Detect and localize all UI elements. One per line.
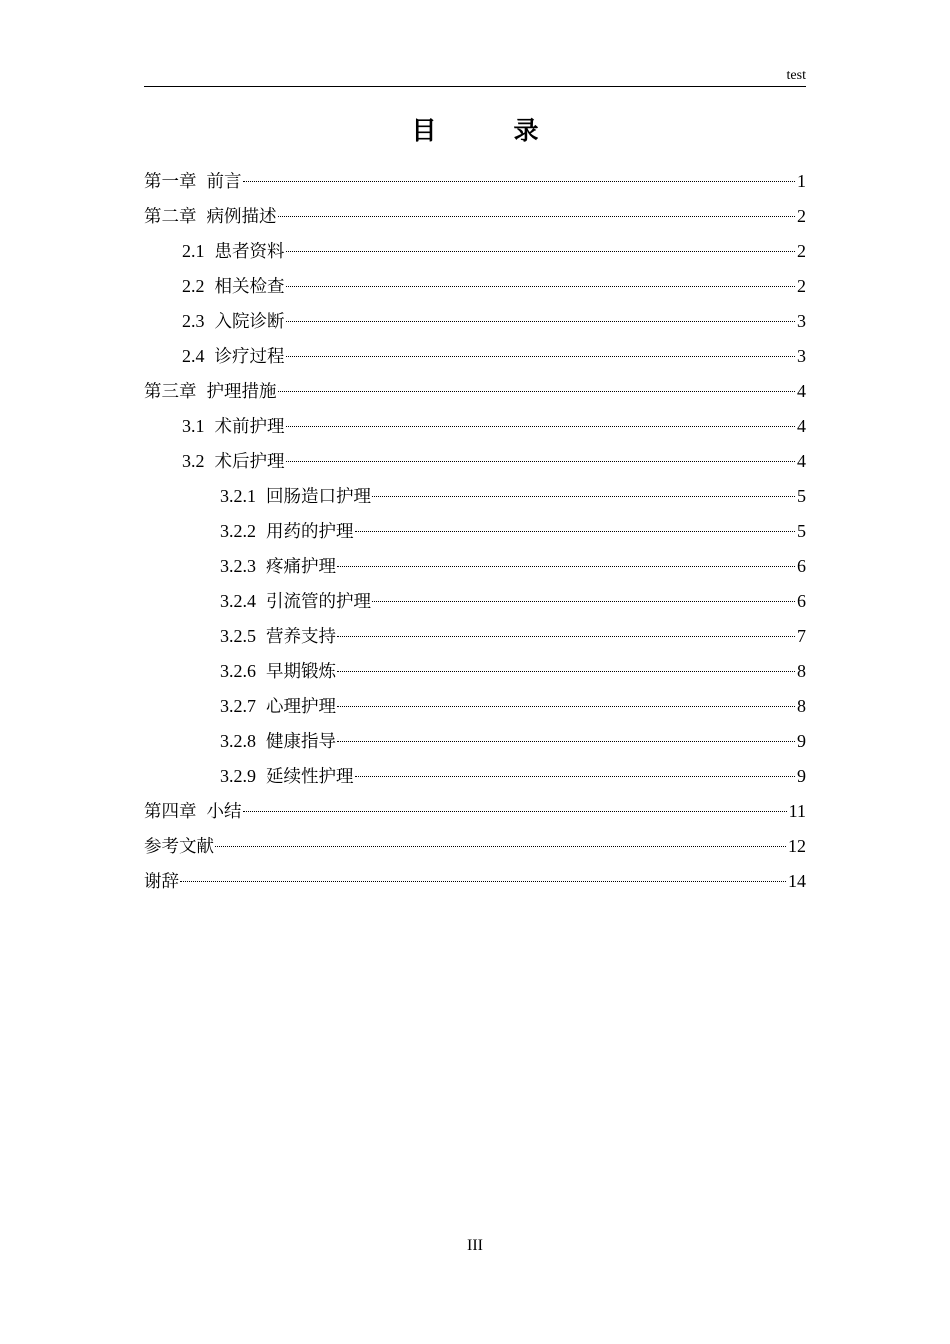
toc-entry-page: 9 xyxy=(797,766,806,786)
toc-entry-number: 2.1 xyxy=(182,241,205,261)
toc-entry-title: 护理措施 xyxy=(206,382,277,402)
toc-entry-page: 2 xyxy=(797,206,806,226)
toc-dot-leader xyxy=(372,601,795,602)
toc-entry-title: 早期锻炼 xyxy=(266,662,336,682)
toc-dot-leader xyxy=(286,286,796,287)
toc-entry-page: 1 xyxy=(797,171,806,191)
table-of-contents xyxy=(144,164,806,899)
toc-entry[interactable] xyxy=(144,829,806,864)
toc-entry-number: 第四章 xyxy=(144,802,197,822)
toc-entry-title: 谢辞 xyxy=(144,872,179,892)
toc-dot-leader xyxy=(355,776,796,777)
toc-dot-leader xyxy=(180,881,786,882)
toc-dot-leader xyxy=(278,216,796,217)
toc-entry-page: 7 xyxy=(797,626,806,646)
toc-dot-leader xyxy=(286,321,796,322)
toc-dot-leader xyxy=(278,391,796,392)
toc-entry[interactable] xyxy=(144,619,806,654)
toc-entry-page: 2 xyxy=(797,276,806,296)
toc-entry-page: 3 xyxy=(797,311,806,331)
toc-entry-number: 3.2.9 xyxy=(220,766,256,786)
toc-entry[interactable] xyxy=(144,164,806,199)
toc-entry-number: 第二章 xyxy=(144,207,197,227)
toc-entry-title: 疼痛护理 xyxy=(266,557,336,577)
running-header: test xyxy=(786,68,806,83)
toc-entry-number: 第三章 xyxy=(144,382,197,402)
toc-entry-title: 延续性护理 xyxy=(266,767,354,787)
toc-entry-title: 术前护理 xyxy=(214,417,285,437)
toc-entry[interactable] xyxy=(144,269,806,304)
toc-entry-page: 2 xyxy=(797,241,806,261)
toc-entry[interactable] xyxy=(144,304,806,339)
toc-entry-page: 9 xyxy=(797,731,806,751)
toc-entry-title: 健康指导 xyxy=(266,732,336,752)
toc-entry-page: 11 xyxy=(788,801,806,821)
toc-entry-title: 小结 xyxy=(206,802,242,822)
toc-entry[interactable] xyxy=(144,409,806,444)
toc-entry-page: 4 xyxy=(797,381,806,401)
toc-entry[interactable] xyxy=(144,514,806,549)
toc-entry[interactable] xyxy=(144,339,806,374)
toc-entry-page: 12 xyxy=(788,836,806,856)
toc-entry[interactable] xyxy=(144,199,806,234)
toc-dot-leader xyxy=(337,566,795,567)
toc-entry-number: 3.2.2 xyxy=(220,521,256,541)
toc-entry[interactable] xyxy=(144,549,806,584)
toc-dot-leader xyxy=(337,671,795,672)
toc-entry-title: 参考文献 xyxy=(144,837,214,857)
toc-dot-leader xyxy=(337,706,795,707)
toc-entry-page: 3 xyxy=(797,346,806,366)
toc-entry-title: 营养支持 xyxy=(266,627,336,647)
toc-dot-leader xyxy=(243,181,796,182)
toc-entry-number: 3.2.7 xyxy=(220,696,256,716)
toc-entry-title: 前言 xyxy=(206,172,242,192)
toc-entry-page: 8 xyxy=(797,696,806,716)
toc-dot-leader xyxy=(337,636,795,637)
toc-entry-number: 第一章 xyxy=(144,172,197,192)
toc-entry[interactable] xyxy=(144,724,806,759)
toc-entry-title: 心理护理 xyxy=(266,697,336,717)
toc-entry-number: 3.2 xyxy=(182,451,205,471)
toc-entry-number: 3.2.3 xyxy=(220,556,256,576)
footer-page-number: III xyxy=(467,1237,483,1254)
toc-dot-leader xyxy=(286,426,796,427)
toc-entry-title: 诊疗过程 xyxy=(214,347,285,367)
toc-entry-page: 14 xyxy=(788,871,806,891)
toc-entry-page: 4 xyxy=(797,416,806,436)
toc-entry-page: 5 xyxy=(797,486,806,506)
toc-entry-title: 回肠造口护理 xyxy=(266,487,371,507)
toc-entry-number: 2.2 xyxy=(182,276,205,296)
toc-entry-number: 3.2.1 xyxy=(220,486,256,506)
toc-entry[interactable] xyxy=(144,234,806,269)
header-rule xyxy=(144,86,806,87)
toc-entry[interactable] xyxy=(144,654,806,689)
toc-entry-title: 相关检查 xyxy=(214,277,285,297)
toc-entry-number: 3.2.4 xyxy=(220,591,256,611)
toc-entry-page: 6 xyxy=(797,556,806,576)
toc-entry[interactable] xyxy=(144,759,806,794)
toc-dot-leader xyxy=(286,251,796,252)
toc-entry-number: 3.2.8 xyxy=(220,731,256,751)
toc-entry[interactable] xyxy=(144,374,806,409)
toc-dot-leader xyxy=(355,531,796,532)
toc-entry-number: 3.1 xyxy=(182,416,205,436)
toc-entry-page: 4 xyxy=(797,451,806,471)
toc-dot-leader xyxy=(337,741,795,742)
toc-dot-leader xyxy=(286,461,796,462)
toc-entry[interactable] xyxy=(144,444,806,479)
toc-entry-number: 2.4 xyxy=(182,346,205,366)
toc-entry[interactable] xyxy=(144,864,806,899)
toc-entry-page: 6 xyxy=(797,591,806,611)
toc-entry[interactable] xyxy=(144,584,806,619)
toc-entry[interactable] xyxy=(144,689,806,724)
toc-dot-leader xyxy=(243,811,787,812)
toc-entry-number: 3.2.5 xyxy=(220,626,256,646)
toc-entry-title: 引流管的护理 xyxy=(266,592,371,612)
toc-dot-leader xyxy=(286,356,796,357)
toc-title: 目 录 xyxy=(411,116,565,145)
toc-dot-leader xyxy=(215,846,786,847)
toc-entry[interactable] xyxy=(144,794,806,829)
toc-entry[interactable] xyxy=(144,479,806,514)
toc-entry-page: 5 xyxy=(797,521,806,541)
toc-entry-title: 用药的护理 xyxy=(266,522,354,542)
toc-entry-title: 病例描述 xyxy=(206,207,277,227)
toc-entry-title: 术后护理 xyxy=(214,452,285,472)
toc-entry-title: 患者资料 xyxy=(214,242,285,262)
toc-entry-number: 2.3 xyxy=(182,311,205,331)
toc-entry-page: 8 xyxy=(797,661,806,681)
toc-entry-title: 入院诊断 xyxy=(214,312,285,332)
toc-entry-number: 3.2.6 xyxy=(220,661,256,681)
toc-dot-leader xyxy=(372,496,795,497)
